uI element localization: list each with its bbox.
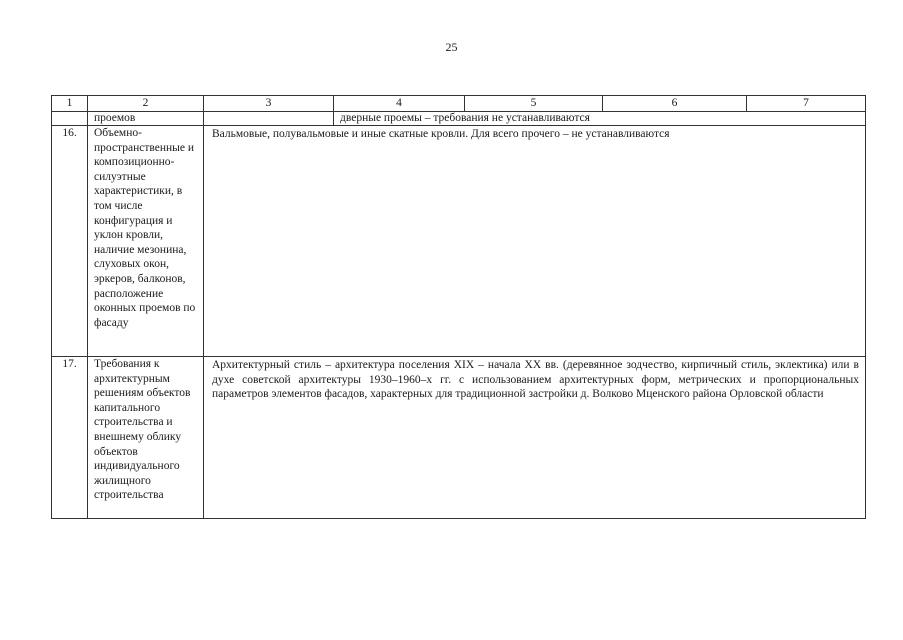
header-cell-6: 6: [603, 96, 747, 112]
page-number: 25: [445, 40, 458, 54]
header-cell-5: 5: [465, 96, 603, 112]
row-label: Требования к архитектурным решениям объектов капитального строительства и внешнему облику объектов индивидуального жилищного строительства: [88, 357, 204, 519]
continuation-num-cell: [52, 112, 88, 126]
row-number: 17.: [52, 357, 88, 519]
regulations-table: [51, 95, 866, 519]
row-number: 16.: [52, 126, 88, 357]
continuation-label-cell: проемов: [88, 112, 204, 126]
header-cell-4: 4: [334, 96, 465, 112]
header-cell-3: 3: [204, 96, 334, 112]
continuation-value-cell: дверные проемы – требования не устанавливаются: [334, 112, 866, 126]
table-row: [52, 357, 866, 519]
column-number-header-row: [52, 96, 866, 112]
header-cell-1: 1: [52, 96, 88, 112]
row-value: Архитектурный стиль – архитектура поселения XIX – начала XX вв. (деревянное зодчество, кирпичный стиль, эклектика) или в духе советской архитектуры 1930–1960–х гг. с использованием архитектурных форм, метрических и пропорциональных параметров элементов фасадов, характерных для традиционной застройки д. Волково Мценского района Орловской области: [204, 357, 866, 519]
header-cell-7: 7: [747, 96, 866, 112]
continuation-col3-cell: [204, 112, 334, 126]
row-value: Вальмовые, полувальмовые и иные скатные кровли. Для всего прочего – не устанавливаются: [204, 126, 866, 357]
row-label: Объемно-пространственные и композиционно-силуэтные характеристики, в том числе конфигурация и уклон кровли, наличие мезонина, слуховых окон, эркеров, балконов, расположение оконных проемов по фасаду: [88, 126, 204, 357]
continuation-row: [52, 112, 866, 126]
header-cell-2: 2: [88, 96, 204, 112]
table-row: [52, 126, 866, 357]
